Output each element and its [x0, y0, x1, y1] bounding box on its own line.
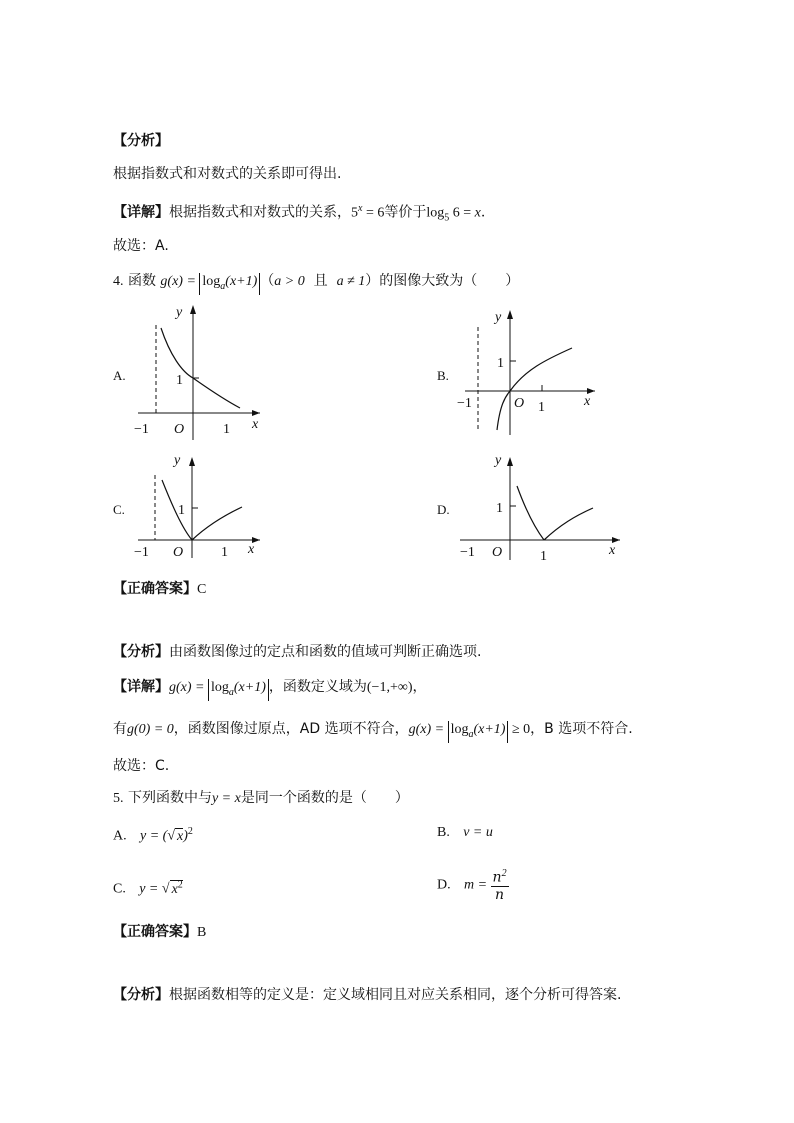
x-label: x: [609, 543, 616, 558]
frac-num: [491, 866, 509, 887]
domain-interval: (−1,+∞): [366, 680, 413, 695]
detail-mid: 等价于: [384, 204, 427, 221]
eq-exp: x: [358, 203, 363, 214]
detail-func: g(x) =: [169, 680, 208, 695]
q4-lead: 函数: [127, 273, 156, 289]
y-arrow-icon: [189, 457, 195, 466]
x-one-label: 1: [538, 400, 545, 415]
correct-tag: 【正确答案】: [113, 581, 197, 597]
correct-value: C: [197, 582, 207, 597]
y-arrow-icon: [507, 310, 513, 319]
eq-rhs: = 6: [362, 205, 385, 221]
opt-c-rad: x: [171, 881, 178, 897]
analysis-text: 根据函数相等的定义是：定义域相同且对应关系相同，逐个分析可得答案.: [169, 987, 622, 1003]
log-arg: (x+1): [233, 680, 266, 695]
q5-number: 5.: [113, 791, 124, 806]
curve-left: [162, 480, 192, 540]
log-rest: 6 =: [449, 205, 475, 221]
q4-abs: [199, 273, 260, 295]
opt-a-lhs: y = (: [139, 828, 168, 844]
q3-analysis-text: 根据指数式和对数式的关系即可得出.: [113, 166, 342, 182]
q4-func-x: (x) =: [167, 274, 200, 289]
log-arg: (x+1): [473, 722, 506, 737]
q5-tail: 是同一个函数的是（ ）: [240, 790, 409, 806]
log-sub: a: [220, 280, 226, 292]
cond-and: 且: [313, 273, 328, 289]
graph-d: [455, 450, 625, 565]
option-d-label: D.: [437, 502, 450, 517]
curve-left: [517, 486, 544, 540]
x-one-label: 1: [540, 549, 547, 564]
x-label: x: [248, 542, 255, 557]
x-label: x: [584, 394, 591, 409]
opt-c-exp: 2: [177, 879, 183, 890]
detail2-end: ，B 选项不符合.: [530, 721, 633, 737]
detail2-lead: 有: [113, 721, 127, 737]
neg-one-label: −1: [460, 545, 475, 560]
origin-label: O: [173, 545, 184, 560]
detail-tag: 【详解】: [113, 204, 169, 221]
log-x: x: [474, 205, 481, 221]
graph-b: [455, 305, 605, 440]
option-c-label: C.: [113, 881, 126, 897]
y-one-label: 1: [178, 503, 185, 518]
x-one-label: 1: [221, 545, 228, 560]
log-sub: 5: [444, 212, 450, 224]
q4-detail-2: [113, 719, 633, 743]
detail-tag: 【详解】: [113, 679, 169, 695]
q4-func-g: g: [160, 274, 168, 289]
y-label: y: [176, 305, 183, 320]
curve: [161, 328, 240, 408]
num-n: n: [492, 869, 502, 886]
option-a-label: A.: [113, 368, 126, 383]
y-one-label: 1: [496, 501, 503, 516]
q5-analysis: [113, 985, 621, 1005]
y-arrow-icon: [507, 457, 513, 466]
log-word: log: [450, 722, 469, 737]
opt-c-lhs: y =: [139, 881, 162, 897]
detail-text: 根据指数式和对数式的关系，: [169, 204, 351, 221]
y-label: y: [495, 310, 502, 325]
num-exp: 2: [501, 868, 507, 879]
q5-option-c[interactable]: [113, 875, 183, 900]
opt-c-radicand: [170, 880, 183, 897]
y-label: y: [495, 453, 502, 468]
origin-label: O: [514, 396, 525, 411]
sqrt-sign-icon: √: [167, 828, 175, 844]
neg-one-label: −1: [134, 545, 149, 560]
x-arrow-icon: [252, 410, 260, 416]
opt-b-eq: v = u: [463, 825, 493, 840]
q5-lead: 下列函数中与: [127, 790, 212, 806]
q4-question: [113, 271, 519, 295]
neg-one-label: −1: [457, 396, 472, 411]
cond-open: （: [260, 273, 275, 289]
origin-label: O: [174, 422, 185, 437]
correct-value: B: [197, 925, 207, 940]
analysis-tag: 【分析】: [113, 644, 169, 660]
detail-abs: [208, 679, 269, 701]
q3-detail: [113, 199, 485, 228]
x-label: x: [252, 417, 259, 432]
opt-a-rhs: ): [183, 828, 188, 844]
q3-answer: 故选：A.: [113, 238, 169, 254]
q4-answer: 故选：C.: [113, 758, 170, 774]
cond-a2: a ≠ 1: [336, 274, 366, 289]
y-one-label: 1: [497, 356, 504, 371]
option-b-label: B.: [437, 825, 450, 840]
q3-analysis-heading: [113, 131, 169, 151]
analysis-tag: 【分析】: [113, 133, 169, 149]
opt-d-lhs: m =: [463, 877, 491, 893]
origin-label: O: [492, 545, 503, 560]
domain-end: ，: [412, 679, 427, 695]
detail2-mid: ，函数图像过原点，AD 选项不符合，: [173, 721, 409, 737]
q4-analysis: [113, 642, 481, 662]
y-label: y: [174, 453, 181, 468]
log-sub: a: [468, 728, 474, 740]
q5-question: [113, 788, 409, 809]
detail2-ge: ≥ 0: [508, 722, 531, 737]
curve-right: [192, 507, 242, 540]
log-word: log: [426, 205, 445, 221]
cond-a1: a > 0: [274, 274, 305, 289]
q5-option-d[interactable]: [437, 866, 509, 903]
curve-right: [544, 508, 593, 540]
q4-detail: [113, 677, 427, 701]
option-b-label: B.: [437, 368, 449, 383]
option-c-label: C.: [113, 502, 125, 517]
q4-number: 4.: [113, 274, 124, 289]
log-sub: a: [228, 686, 234, 698]
detail2-func: g(x) =: [408, 722, 448, 737]
frac-den: n: [495, 886, 505, 903]
log-arg: (x+1): [225, 274, 258, 289]
eq-base: 5: [351, 205, 358, 221]
x-one-label: 1: [223, 422, 230, 437]
detail2-g0: g(0) = 0: [127, 722, 174, 737]
neg-one-label: −1: [134, 422, 149, 437]
domain-text: ，函数定义域为: [268, 679, 367, 695]
q5-option-b[interactable]: [437, 822, 493, 843]
q4-tail: 的图像大致为（ ）: [379, 273, 520, 289]
q5-eq: y = x: [211, 791, 241, 806]
sqrt-sign-icon: √: [161, 881, 170, 897]
y-one-label: 1: [176, 373, 183, 388]
log-word: log: [202, 274, 221, 289]
cond-close: ）: [365, 273, 380, 289]
opt-a-exp: 2: [187, 826, 193, 837]
q5-correct: [113, 922, 206, 943]
option-d-label: D.: [437, 877, 451, 893]
graph-a: [130, 300, 270, 445]
y-arrow-icon: [190, 305, 196, 314]
analysis-tag: 【分析】: [113, 987, 169, 1003]
curve: [497, 348, 572, 430]
opt-a-rad: x: [177, 828, 184, 844]
opt-d-fraction: [491, 866, 509, 903]
log-word: log: [211, 680, 229, 695]
q4-correct: [113, 579, 206, 600]
graph-c: [130, 450, 270, 560]
detail2-abs: [448, 721, 509, 743]
q5-option-a[interactable]: [113, 822, 193, 847]
option-a-label: A.: [113, 828, 127, 844]
correct-tag: 【正确答案】: [113, 924, 197, 940]
analysis-text: 由函数图像过的定点和函数的值域可判断正确选项.: [169, 644, 482, 660]
detail-end: .: [480, 204, 486, 221]
